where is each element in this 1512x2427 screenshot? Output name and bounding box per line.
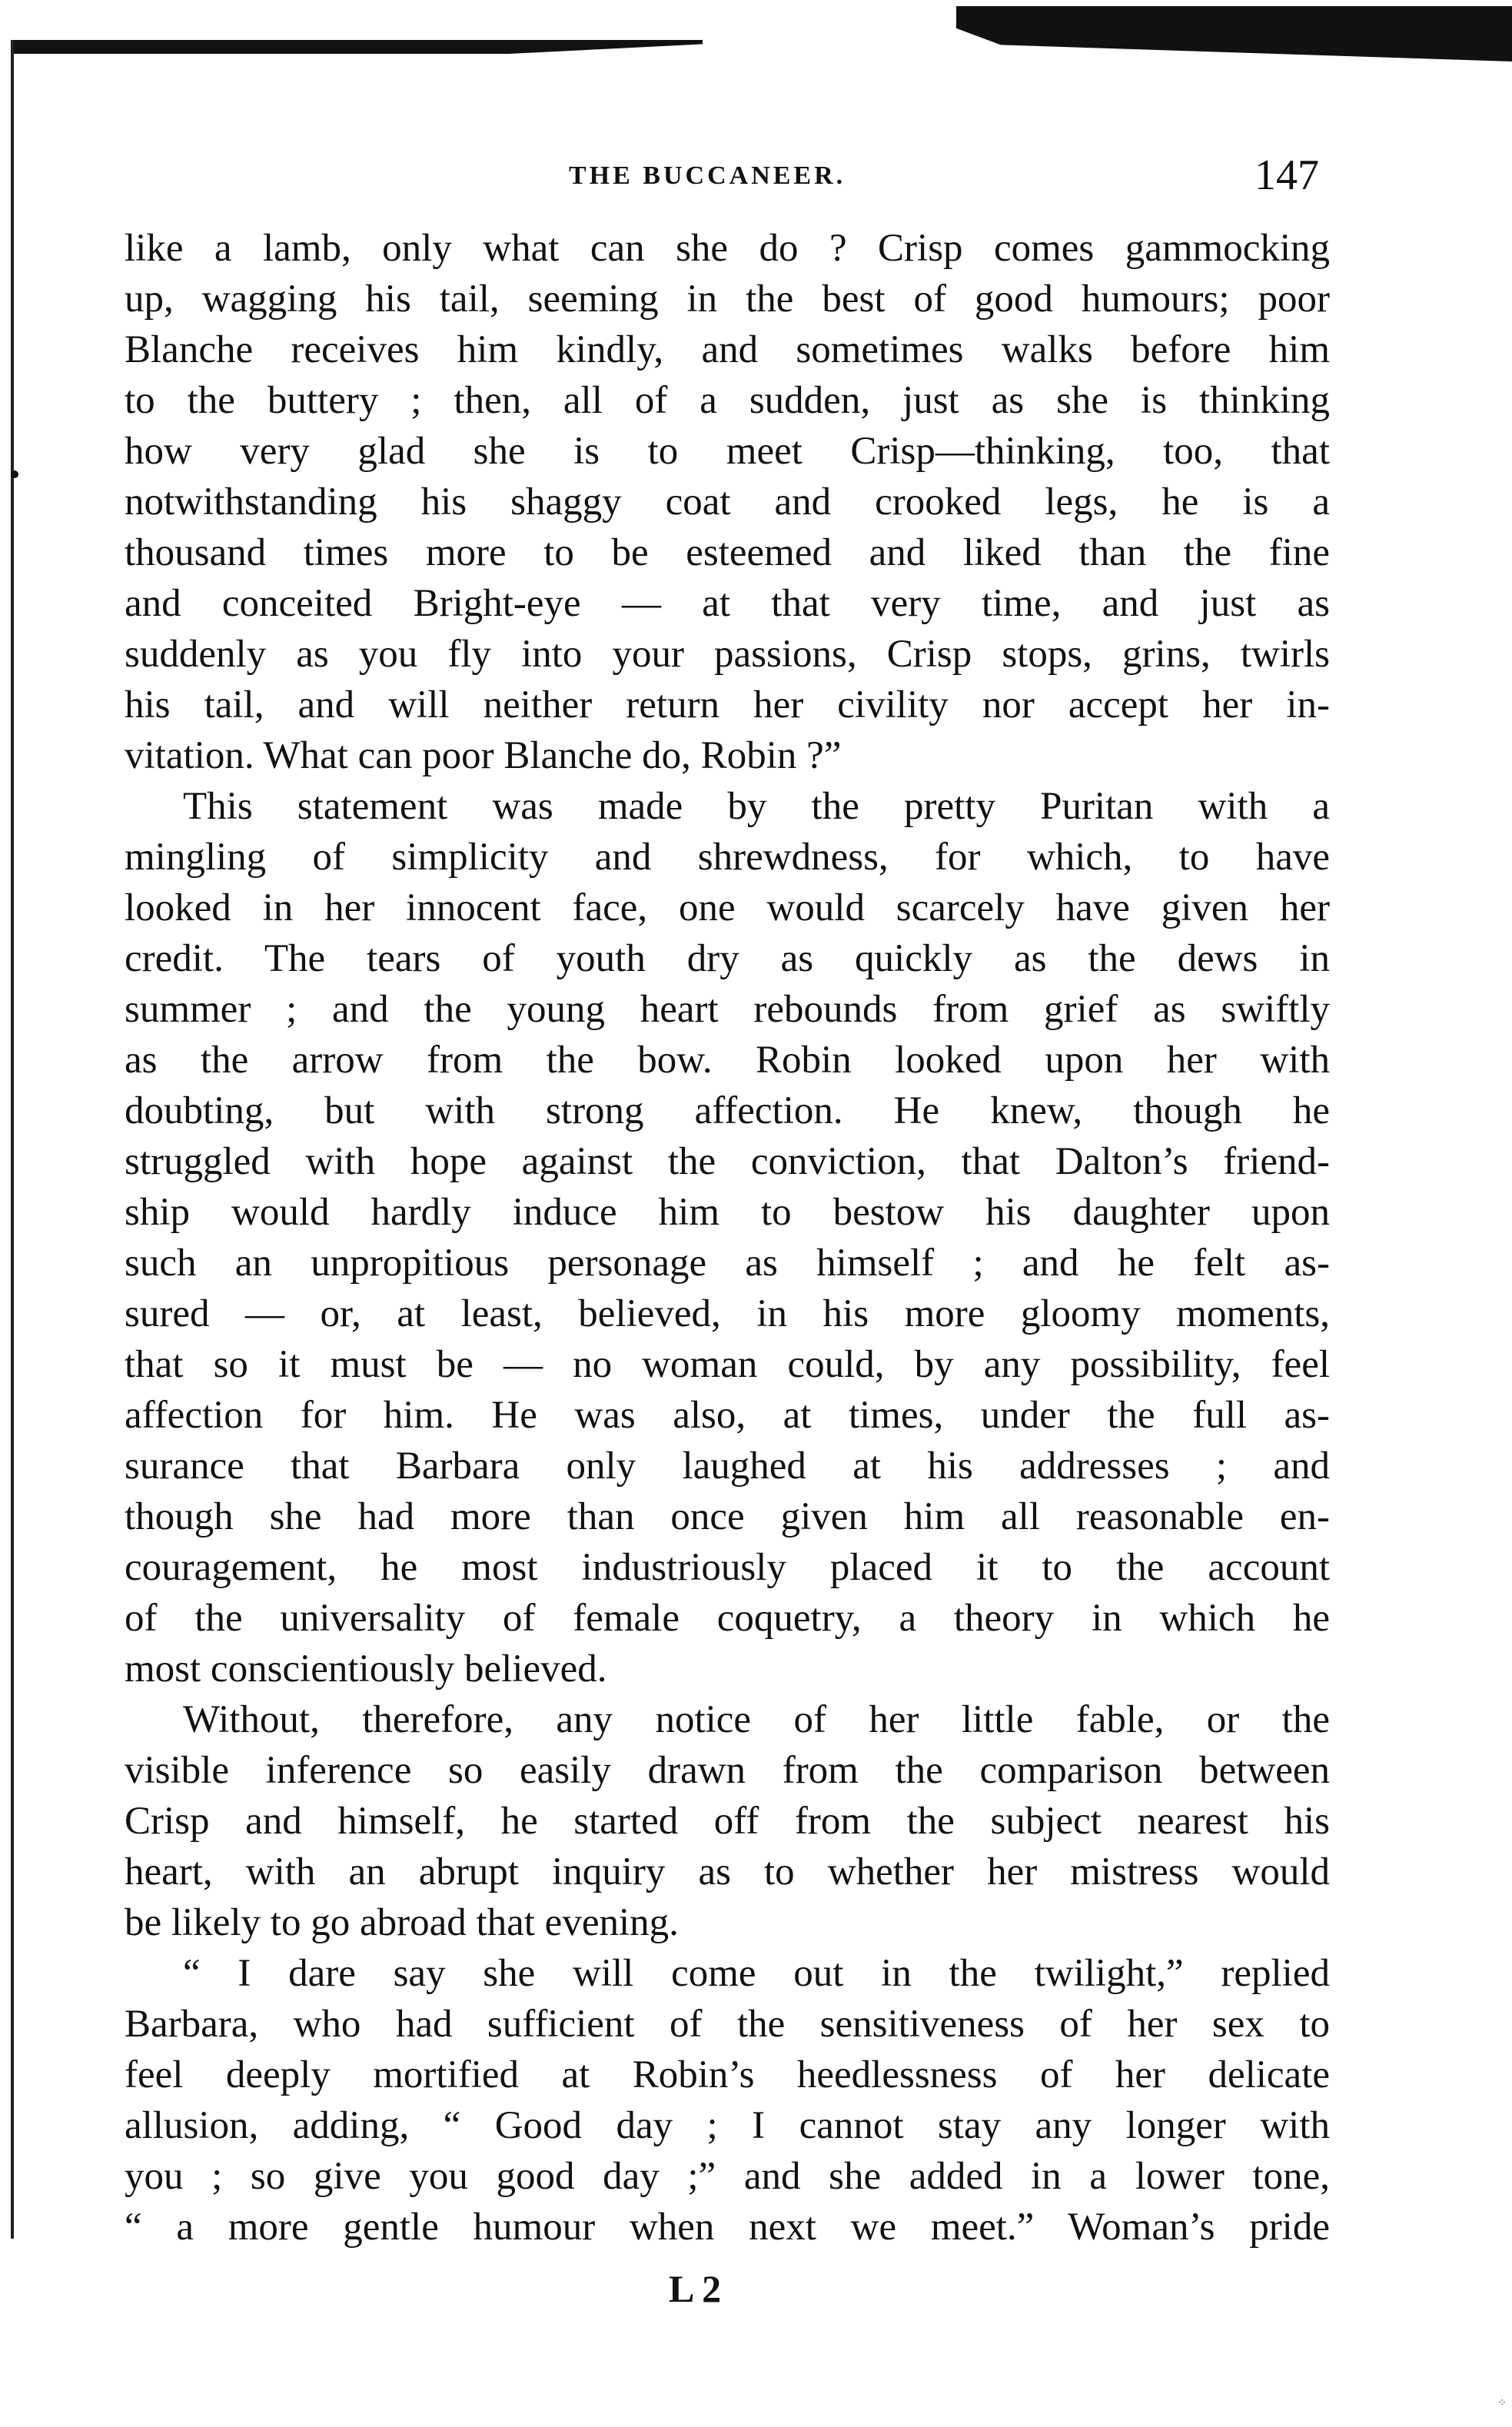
text-line: as the arrow from the bow. Robin looked upon her with	[125, 1039, 1330, 1082]
text-line: struggled with hope against the conviction, that Dalton’s friend-	[125, 1140, 1330, 1183]
text-line: feel deeply mortified at Robin’s heedlessness of her delicate	[125, 2053, 1330, 2096]
page-number: 147	[1254, 151, 1319, 199]
page-left-edge	[11, 40, 14, 2239]
body-text	[125, 223, 1330, 2252]
text-line: ship would hardly induce him to bestow his daughter upon	[125, 1191, 1330, 1234]
text-line: Blanche receives him kindly, and sometimes walks before him	[125, 328, 1330, 371]
top-print-bar-left	[11, 40, 703, 54]
text-line: such an unpropitious personage as himself ; and he felt as-	[125, 1242, 1330, 1285]
text-line: Barbara, who had sufficient of the sensitiveness of her sex to	[125, 2003, 1330, 2046]
text-line: you ; so give you good day ;” and she added in a lower tone,	[125, 2155, 1330, 2198]
text-line: like a lamb, only what can she do ? Crisp comes gammocking	[125, 227, 1330, 270]
top-print-bar-right	[956, 6, 1512, 62]
text-line: allusion, adding, “ Good day ; I cannot stay any longer with	[125, 2104, 1330, 2147]
text-line: of the universality of female coquetry, a theory in which he	[125, 1597, 1330, 1640]
text-line: “ a more gentle humour when next we meet.” Woman’s pride	[125, 2206, 1330, 2249]
text-line: though she had more than once given him all reasonable en-	[125, 1495, 1330, 1538]
running-head	[0, 151, 1512, 204]
text-line: his tail, and will neither return her civility nor accept her in-	[125, 683, 1330, 726]
running-title: THE BUCCANEER.	[569, 161, 846, 190]
text-line: surance that Barbara only laughed at his addresses ; and	[125, 1445, 1330, 1488]
corner-ink-mark: ⁘	[1497, 2398, 1507, 2409]
text-line: Without, therefore, any notice of her little fable, or the	[183, 1698, 1330, 1741]
text-line: and conceited Bright-eye — at that very time, and just as	[125, 582, 1330, 625]
text-line: thousand times more to be esteemed and liked than the fine	[125, 531, 1330, 574]
text-line: most conscientiously believed.	[125, 1647, 607, 1691]
text-line: affection for him. He was also, at times, under the full as-	[125, 1394, 1330, 1437]
text-line: sured — or, at least, believed, in his more gloomy moments,	[125, 1292, 1330, 1335]
text-line: up, wagging his tail, seeming in the best of good humours; poor	[125, 278, 1330, 321]
text-line: couragement, he most industriously placed it to the account	[125, 1546, 1330, 1589]
text-line: doubting, but with strong affection. He knew, though he	[125, 1089, 1330, 1132]
text-line: “ I dare say she will come out in the twilight,” replied	[183, 1952, 1330, 1995]
text-line: Crisp and himself, he started off from the subject nearest his	[125, 1800, 1330, 1843]
text-line: be likely to go abroad that evening.	[125, 1901, 679, 1944]
text-line: vitation. What can poor Blanche do, Robin ?”	[125, 734, 842, 777]
text-line: This statement was made by the pretty Puritan with a	[183, 785, 1330, 828]
text-line: heart, with an abrupt inquiry as to whether her mistress would	[125, 1850, 1330, 1893]
text-line: mingling of simplicity and shrewdness, for which, to have	[125, 836, 1330, 879]
text-line: summer ; and the young heart rebounds from grief as swiftly	[125, 988, 1330, 1031]
text-line: credit. The tears of youth dry as quickly as the dews in	[125, 937, 1330, 980]
signature-mark: L 2	[669, 2267, 722, 2310]
text-line: that so it must be — no woman could, by any possibility, feel	[125, 1343, 1330, 1386]
text-line: how very glad she is to meet Crisp—thinking, too, that	[125, 430, 1330, 473]
text-line: suddenly as you fly into your passions, Crisp stops, grins, twirls	[125, 633, 1330, 676]
text-line: to the buttery ; then, all of a sudden, just as she is thinking	[125, 379, 1330, 422]
text-line: looked in her innocent face, one would scarcely have given her	[125, 886, 1330, 929]
text-line: visible inference so easily drawn from the comparison between	[125, 1749, 1330, 1792]
text-line: notwithstanding his shaggy coat and crooked legs, he is a	[125, 480, 1330, 524]
stray-ink-dot	[11, 470, 18, 478]
